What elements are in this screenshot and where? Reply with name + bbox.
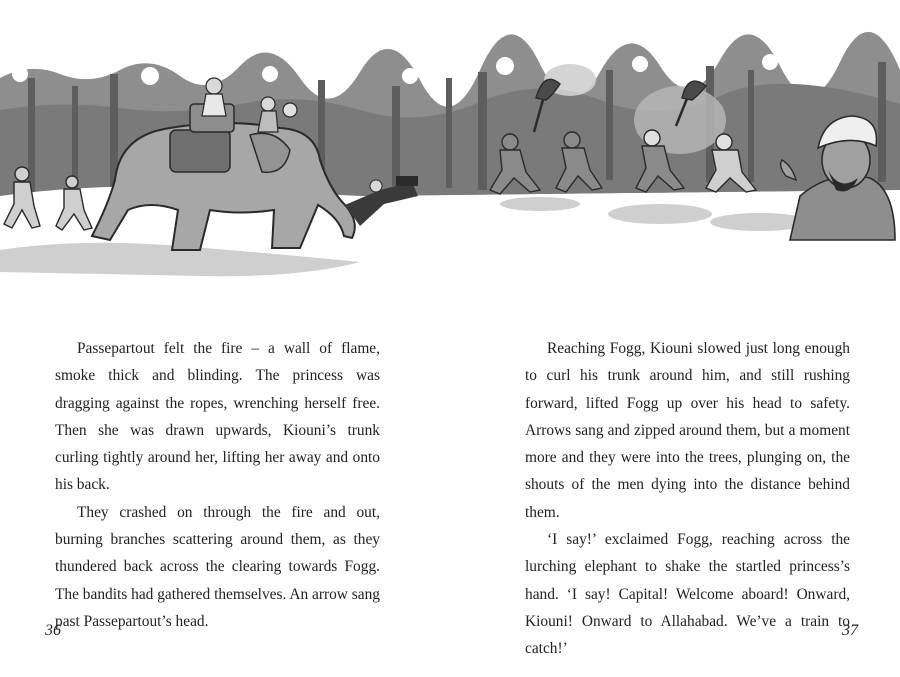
page-number-left: 36 <box>45 622 61 639</box>
right-paragraph-1: Reaching Fogg, Kiouni slowed just long enough to curl his trunk around him, and still rushing forward, lifted Fogg up over his head to safety. Arrows sang and zipped around them, but a moment more and they were into the trees, plunging on, the shouts of the men dying into the distance behind them. <box>525 340 850 521</box>
right-paragraph-2: ‘I say!’ exclaimed Fogg, reaching across the lurching elephant to shake the startled princess’s hand. ‘I say! Capital! Welcome aboard! Onward, Kiouni! Onward to Allahabad. We’ve a train to catch!’ <box>525 531 850 658</box>
page-number-right: 37 <box>842 622 858 639</box>
left-paragraph-2: They crashed on through the fire and out, burning branches scattering around them, as they thundered back across the clearing towards Fogg. The bandits had gathered themselves. An arrow sang past Passepartout’s head. <box>55 503 380 630</box>
right-page-text <box>525 335 850 663</box>
left-page-text <box>55 335 380 635</box>
chase-illustration <box>0 0 900 290</box>
left-paragraph-1: Passepartout felt the fire – a wall of flame, smoke thick and blinding. The princess was dragging against the ropes, wrenching herself free. Then she was drawn upwards, Kiouni’s trunk curling tightly around her, lifting her away and onto his back. <box>55 340 380 494</box>
